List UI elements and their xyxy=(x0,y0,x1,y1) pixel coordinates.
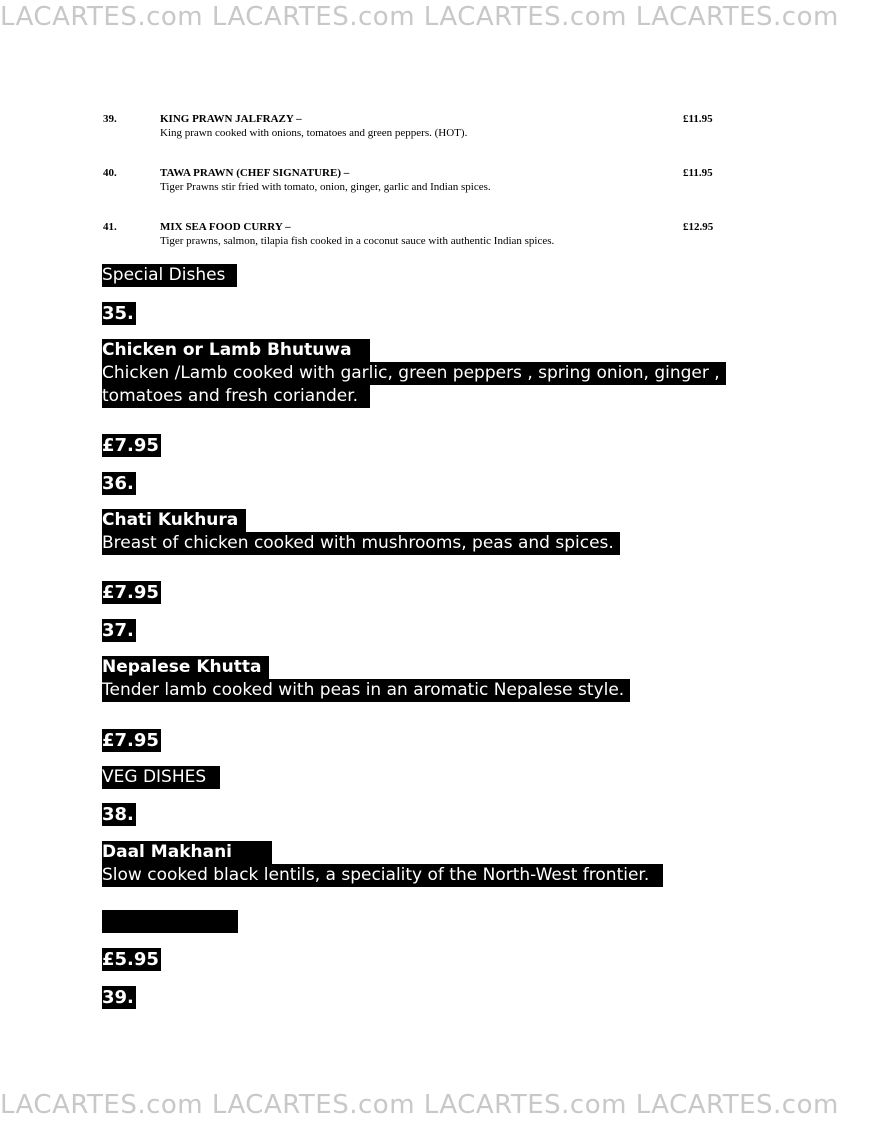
item-number-35: 35. xyxy=(102,303,134,324)
item-price: £12.95 xyxy=(683,221,714,233)
item-number-37: 37. xyxy=(102,620,134,641)
watermark-bottom: LACARTES.com LACARTES.com LACARTES.com LACARTES.com xyxy=(0,1090,839,1120)
item-description: King prawn cooked with onions, tomatoes and green peppers. (HOT). xyxy=(160,127,468,139)
item-description-daal-makhani: Slow cooked black lentils, a speciality of the North-West frontier. xyxy=(102,864,663,887)
item-name: KING PRAWN JALFRAZY – xyxy=(160,113,302,125)
special-dishes-heading: Special Dishes xyxy=(102,264,237,287)
item-number-38: 38. xyxy=(102,804,134,825)
item-description: Tiger Prawns stir fried with tomato, onion, ginger, garlic and Indian spices. xyxy=(160,181,491,193)
item-price: £11.95 xyxy=(683,167,713,179)
item-name-bhutuwa: Chicken or Lamb Bhutuwa xyxy=(102,339,370,362)
item-price: £11.95 xyxy=(683,113,713,125)
item-name-daal-makhani: Daal Makhani xyxy=(102,841,272,864)
item-description-bhutuwa-line2: tomatoes and fresh coriander. xyxy=(102,385,370,408)
item-name: TAWA PRAWN (CHEF SIGNATURE) – xyxy=(160,167,350,179)
item-number-36: 36. xyxy=(102,473,134,494)
watermark-top: LACARTES.com LACARTES.com LACARTES.com LACARTES.com xyxy=(0,2,839,32)
item-name-chati-kukhura: Chati Kukhura xyxy=(102,509,246,532)
item-number: 40. xyxy=(103,167,117,179)
item-number-39-trailing: 39. xyxy=(102,987,134,1008)
redaction-bar xyxy=(102,910,238,933)
item-description-bhutuwa-line1: Chicken /Lamb cooked with garlic, green peppers , spring onion, ginger , xyxy=(102,362,726,385)
item-description-chati-kukhura: Breast of chicken cooked with mushrooms, peas and spices. xyxy=(102,532,620,555)
item-price-chati-kukhura: £7.95 xyxy=(102,582,159,603)
veg-dishes-heading: VEG DISHES xyxy=(102,766,220,789)
item-price-daal-makhani: £5.95 xyxy=(102,949,159,970)
item-name-nepalese-khutta: Nepalese Khutta xyxy=(102,656,269,679)
item-price-nepalese-khutta: £7.95 xyxy=(102,730,159,751)
item-price-bhutuwa: £7.95 xyxy=(102,435,159,456)
item-description-nepalese-khutta: Tender lamb cooked with peas in an aromatic Nepalese style. xyxy=(102,679,630,702)
item-number: 39. xyxy=(103,113,117,125)
item-description: Tiger prawns, salmon, tilapia fish cooked in a coconut sauce with authentic Indian spices. xyxy=(160,235,555,247)
item-number: 41. xyxy=(103,221,117,233)
item-name: MIX SEA FOOD CURRY – xyxy=(160,221,291,233)
